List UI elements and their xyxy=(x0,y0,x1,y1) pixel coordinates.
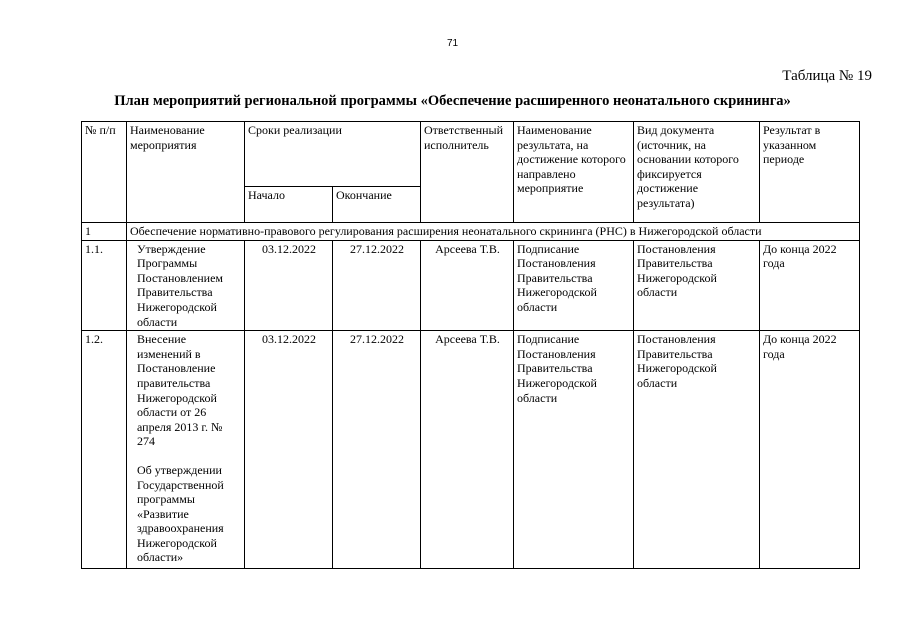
row-end: 27.12.2022 xyxy=(333,240,421,331)
row-start: 03.12.2022 xyxy=(245,240,333,331)
row-num: 1.2. xyxy=(82,331,127,569)
section-num: 1 xyxy=(82,223,127,241)
row-doc: Постановления Правительства Нижегородской области xyxy=(634,240,760,331)
table-row xyxy=(82,240,860,331)
row-start: 03.12.2022 xyxy=(245,331,333,569)
row-result: Подписание Постановления Правительства Нижегородской области xyxy=(514,240,634,331)
row-name-text: Внесение изменений в Постановление правительства Нижегородской области от 26 апреля 2013 г. № 274 xyxy=(137,332,223,449)
header-row xyxy=(82,122,860,187)
header-result-name: Наименование результата, на достижение которого направлено мероприятие xyxy=(514,122,634,223)
plan-table xyxy=(81,121,860,569)
row-name-text: Утверждение Программы Постановлением Правительства Нижегородской области xyxy=(137,241,224,329)
row-period: До конца 2022 года xyxy=(760,240,860,331)
header-dates: Сроки реализации xyxy=(245,122,421,187)
row-period: До конца 2022 года xyxy=(760,331,860,569)
row-result: Подписание Постановления Правительства Нижегородской области xyxy=(514,331,634,569)
header-period-result: Результат в указанном периоде xyxy=(760,122,860,223)
header-responsible: Ответственный исполнитель xyxy=(421,122,514,223)
header-end: Окончание xyxy=(333,187,421,223)
row-name-extra: Об утверждении Государственной программы «Развитие здравоохранения Нижегородской области» xyxy=(137,462,224,565)
row-num: 1.1. xyxy=(82,240,127,331)
row-name xyxy=(127,240,245,331)
header-doc-type: Вид документа (источник, на основании которого фиксируется достижение результата) xyxy=(634,122,760,223)
row-responsible: Арсеева Т.В. xyxy=(421,240,514,331)
header-name: Наименование мероприятия xyxy=(127,122,245,223)
row-end: 27.12.2022 xyxy=(333,331,421,569)
section-row xyxy=(82,223,860,241)
row-responsible: Арсеева Т.В. xyxy=(421,331,514,569)
table-row xyxy=(82,331,860,569)
row-doc: Постановления Правительства Нижегородской области xyxy=(634,331,760,569)
section-title: Обеспечение нормативно-правового регулирования расширения неонатального скрининга (РНС) в Нижегородской области xyxy=(127,223,860,241)
page-number: 71 xyxy=(446,38,459,49)
header-start: Начало xyxy=(245,187,333,223)
header-num: № п/п xyxy=(82,122,127,223)
document-title: План мероприятий региональной программы «Обеспечение расширенного неонатального скрининга» xyxy=(114,93,791,109)
row-name xyxy=(127,331,245,569)
table-caption: Таблица № 19 xyxy=(782,68,872,84)
